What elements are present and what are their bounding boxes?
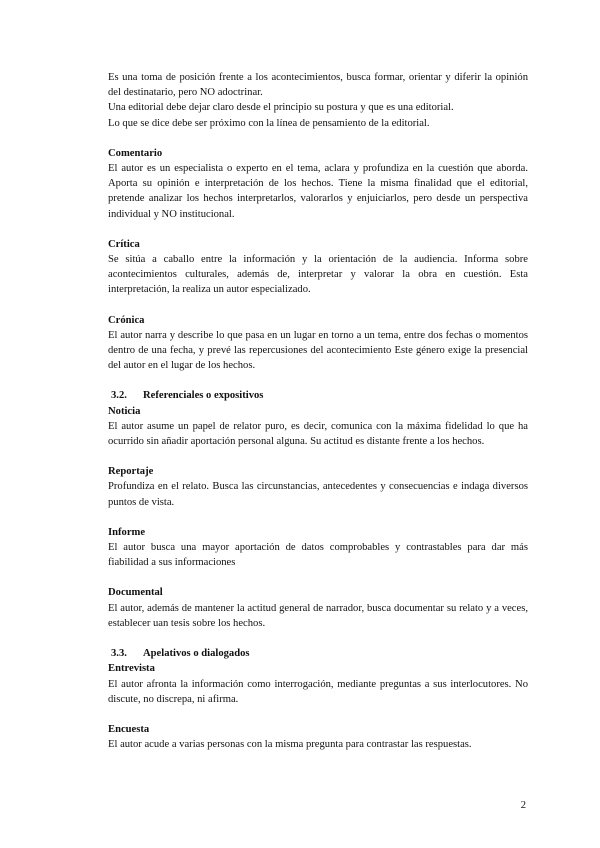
section-body: Profundiza en el relato. Busca las circunstancias, antecedentes y consecuencias e indaga diversos puntos de vista.	[108, 481, 528, 508]
section-critica	[108, 237, 528, 298]
section-title: Entrevista	[108, 663, 155, 675]
heading-number: 3.3.	[111, 648, 127, 660]
heading-3-3	[108, 646, 528, 661]
section-title: Noticia	[108, 405, 141, 417]
page-number: 2	[520, 800, 526, 811]
section-documental	[108, 585, 528, 631]
intro-paragraph: Una editorial debe dejar claro desde el principio su postura y que es una editorial.	[108, 102, 454, 114]
section-body: El autor afronta la información como interrogación, mediante preguntas a sus interlocutores. No discute, no discrepa, ni afirma.	[108, 678, 528, 705]
section-title: Encuesta	[108, 723, 150, 735]
intro-block	[108, 70, 528, 131]
section-entrevista	[108, 661, 528, 707]
section-title: Informe	[108, 526, 146, 538]
section-body: El autor asume un papel de relator puro, es decir, comunica con la máxima fidelidad lo que ha ocurrido sin añadir aportación personal alguna. Su actitud es distante frente a los hechos.	[108, 420, 528, 448]
document-page	[108, 70, 528, 752]
heading-3-2	[108, 388, 528, 403]
section-title: Crónica	[108, 314, 145, 326]
section-informe	[108, 525, 528, 571]
section-body: El autor, además de mantener la actitud general de narrador, busca documentar su relato y a veces, establecer uan tesis sobre los hechos.	[108, 602, 528, 629]
section-title: Reportaje	[108, 466, 154, 478]
heading-number: 3.2.	[111, 390, 127, 402]
section-noticia	[108, 404, 528, 450]
heading-title: Referenciales o expositivos	[143, 390, 264, 402]
section-title: Documental	[108, 587, 163, 599]
section-body: Se sitúa a caballo entre la información y la orientación de la audiencia. Informa sobre acontecimientos culturales, además de, interpretar y valorar la obra en cuestión. Esta interpretación, la realiza un autor especializado.	[108, 254, 528, 296]
section-body: El autor narra y describe lo que pasa en un lugar en torno a un tema, entre dos fechas o momentos dentro de una fecha, y prevé las repercusiones del acontecimiento Este género exige la presencial del autor en el lugar de los hechos.	[108, 329, 528, 372]
section-encuesta	[108, 722, 528, 752]
section-reportaje	[108, 464, 528, 510]
section-title: Comentario	[108, 147, 163, 159]
intro-paragraph: Lo que se dice debe ser próximo con la línea de pensamiento de la editorial.	[108, 117, 430, 129]
section-body: El autor acude a varias personas con la misma pregunta para contrastar las respuestas.	[108, 739, 472, 751]
heading-title: Apelativos o dialogados	[143, 648, 250, 660]
section-body: El autor busca una mayor aportación de datos comprobables y contrastables para dar más fiabilidad a sus informaciones	[108, 542, 528, 569]
section-comentario	[108, 146, 528, 222]
section-body: El autor es un especialista o experto en el tema, aclara y profundiza en la cuestión que aborda. Aporta su opinión e interpretación de los hechos. Tiene la misma finalidad que el editorial, pretende analizar los hechos interpretarlos, valorarlos y enjuiciarlos, pero desde un perspectiva individual y NO institucional.	[108, 163, 528, 220]
section-title: Crítica	[108, 238, 140, 250]
section-cronica	[108, 313, 528, 374]
intro-paragraph: Es una toma de posición frente a los acontecimientos, busca formar, orientar y diferir la opinión del destinatario, pero NO adoctrinar.	[108, 72, 528, 99]
